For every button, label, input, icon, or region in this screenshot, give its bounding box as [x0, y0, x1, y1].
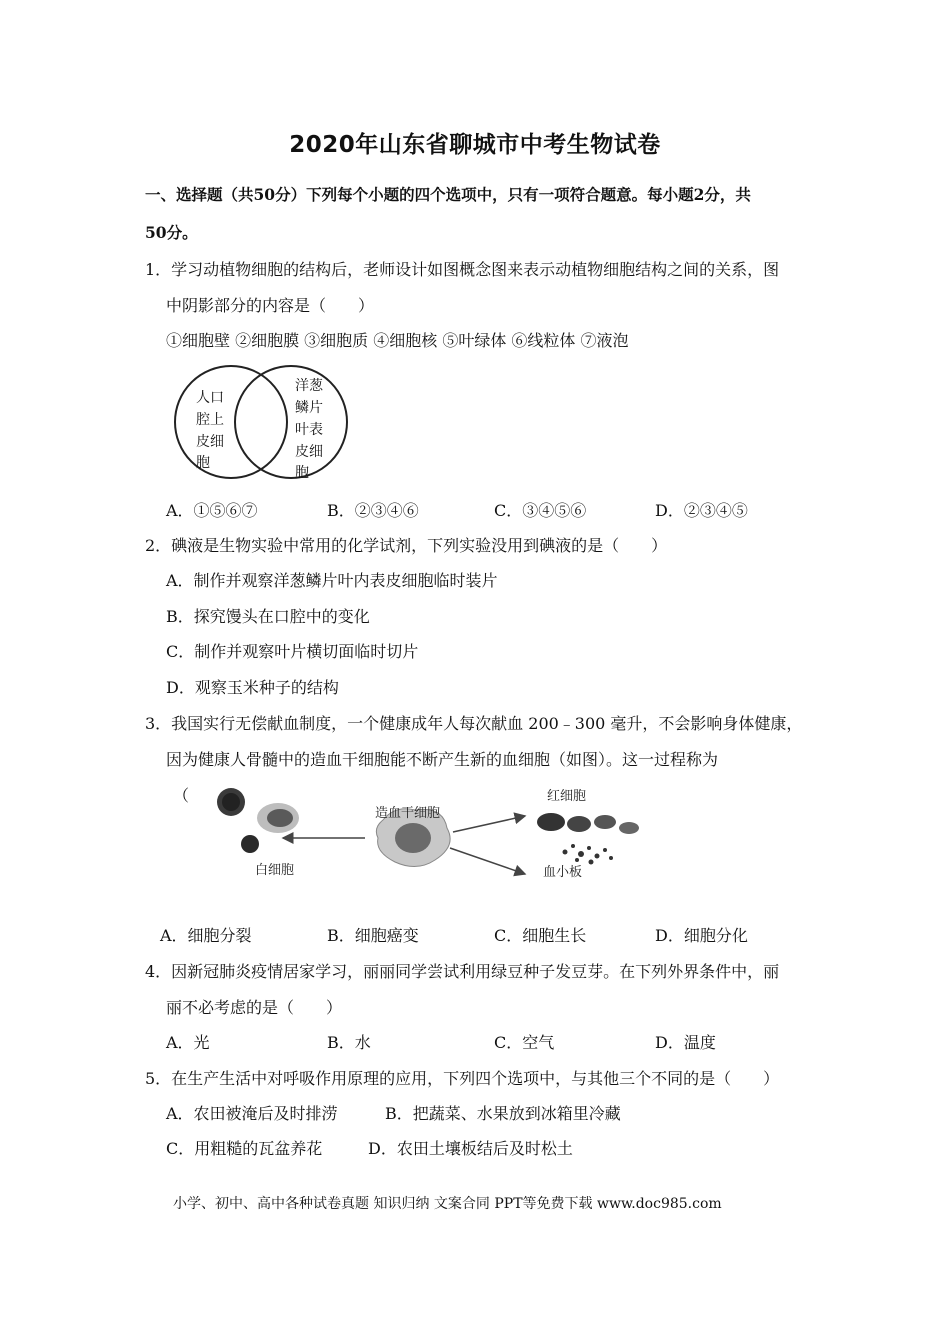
q1-option-c: C．③④⑤⑥	[494, 501, 587, 520]
venn-right-label-5: 胞	[295, 465, 309, 481]
q2-option-b: B．探究馒头在口腔中的变化	[166, 607, 370, 626]
blood-cell-figure	[195, 780, 655, 890]
red-cell-2	[567, 816, 591, 832]
venn-left-label-3: 皮细	[196, 434, 224, 450]
q5-option-d: D．农田土壤板结后及时松土	[368, 1139, 573, 1158]
q3-option-d: D．细胞分化	[655, 926, 748, 945]
label-stem-cell: 造血干细胞	[375, 806, 441, 821]
page-title: 2020年山东省聊城市中考生物试卷	[289, 132, 661, 158]
q4-option-b: B．水	[327, 1033, 371, 1052]
q5-option-c: C．用粗糙的瓦盆养花	[166, 1139, 323, 1158]
q3-option-a: A．细胞分裂	[160, 926, 252, 945]
venn-right-circle	[235, 366, 347, 478]
q1-option-b: B．②③④⑥	[327, 501, 419, 520]
question-1-text-cont: 中阴影部分的内容是（ ）	[166, 296, 375, 315]
platelets	[563, 844, 614, 865]
question-4-text: 4．因新冠肺炎疫情居家学习，丽丽同学尝试利用绿豆种子发豆芽。在下列外界条件中，丽	[145, 962, 780, 981]
question-3-text: 3．我国实行无偿献血制度，一个健康成年人每次献血 200﹣300 毫升，不会影响身体健康，	[145, 714, 803, 733]
red-cell-4	[619, 822, 639, 834]
q1-option-d: D．②③④⑤	[655, 501, 748, 520]
q1-option-a: A．①⑤⑥⑦	[166, 501, 258, 520]
q2-option-c: C．制作并观察叶片横切面临时切片	[166, 642, 419, 661]
question-5-text: 5．在生产生活中对呼吸作用原理的应用，下列四个选项中，与其他三个不同的是（ ）	[145, 1069, 780, 1088]
white-cell-3	[241, 835, 259, 853]
q4-option-c: C．空气	[494, 1033, 555, 1052]
q4-option-a: A．光	[166, 1033, 210, 1052]
q3-option-c: C．细胞生长	[494, 926, 587, 945]
venn-diagram	[160, 362, 360, 484]
venn-right-label-1: 洋葱	[295, 378, 323, 394]
label-red-cell: 红细胞	[547, 789, 587, 804]
venn-left-label-2: 腔上	[196, 412, 224, 428]
venn-right-label-4: 皮细	[295, 444, 323, 460]
label-platelet: 血小板	[543, 865, 583, 880]
section-heading: 一、选择题（共50分）下列每个小题的四个选项中，只有一项符合题意。每小题2分，共	[145, 185, 751, 204]
question-3-paren: （	[173, 786, 190, 805]
arrow-to-platelet	[450, 848, 525, 874]
footer-link[interactable]: 小学、初中、高中各种试卷真题 知识归纳 文案合同 PPT等免费下载 www.doc985.com	[173, 1196, 722, 1212]
question-2-text: 2．碘液是生物实验中常用的化学试剂，下列实验没用到碘液的是（ ）	[145, 536, 668, 555]
q4-option-d: D．温度	[655, 1033, 716, 1052]
section-heading-cont: 50分。	[145, 223, 198, 242]
question-1-text: 1．学习动植物细胞的结构后，老师设计如图概念图来表示动植物细胞结构之间的关系，图	[145, 260, 780, 279]
arrow-to-red-cell	[453, 816, 525, 832]
q5-option-b: B．把蔬菜、水果放到冰箱里冷藏	[385, 1104, 621, 1123]
question-1-items: ①细胞壁 ②细胞膜 ③细胞质 ④细胞核 ⑤叶绿体 ⑥线粒体 ⑦液泡	[166, 331, 629, 350]
question-4-text-cont: 丽不必考虑的是（ ）	[166, 998, 343, 1017]
red-cell-1	[537, 813, 565, 831]
venn-left-label-4: 胞	[196, 455, 210, 471]
q5-option-a: A．农田被淹后及时排涝	[166, 1104, 338, 1123]
q2-option-a: A．制作并观察洋葱鳞片叶内表皮细胞临时装片	[166, 571, 498, 590]
venn-left-label-1: 人口	[196, 390, 224, 406]
venn-right-label-3: 叶表	[295, 422, 323, 438]
q2-option-d: D．观察玉米种子的结构	[166, 678, 339, 697]
q3-option-b: B．细胞癌变	[327, 926, 419, 945]
red-cell-3	[594, 815, 616, 829]
venn-right-label-2: 鳞片	[295, 400, 323, 416]
venn-left-circle	[175, 366, 287, 478]
label-white-cell: 白细胞	[255, 863, 295, 878]
question-3-text-cont: 因为健康人骨髓中的造血干细胞能不断产生新的血细胞（如图）。这一过程称为	[166, 750, 719, 769]
